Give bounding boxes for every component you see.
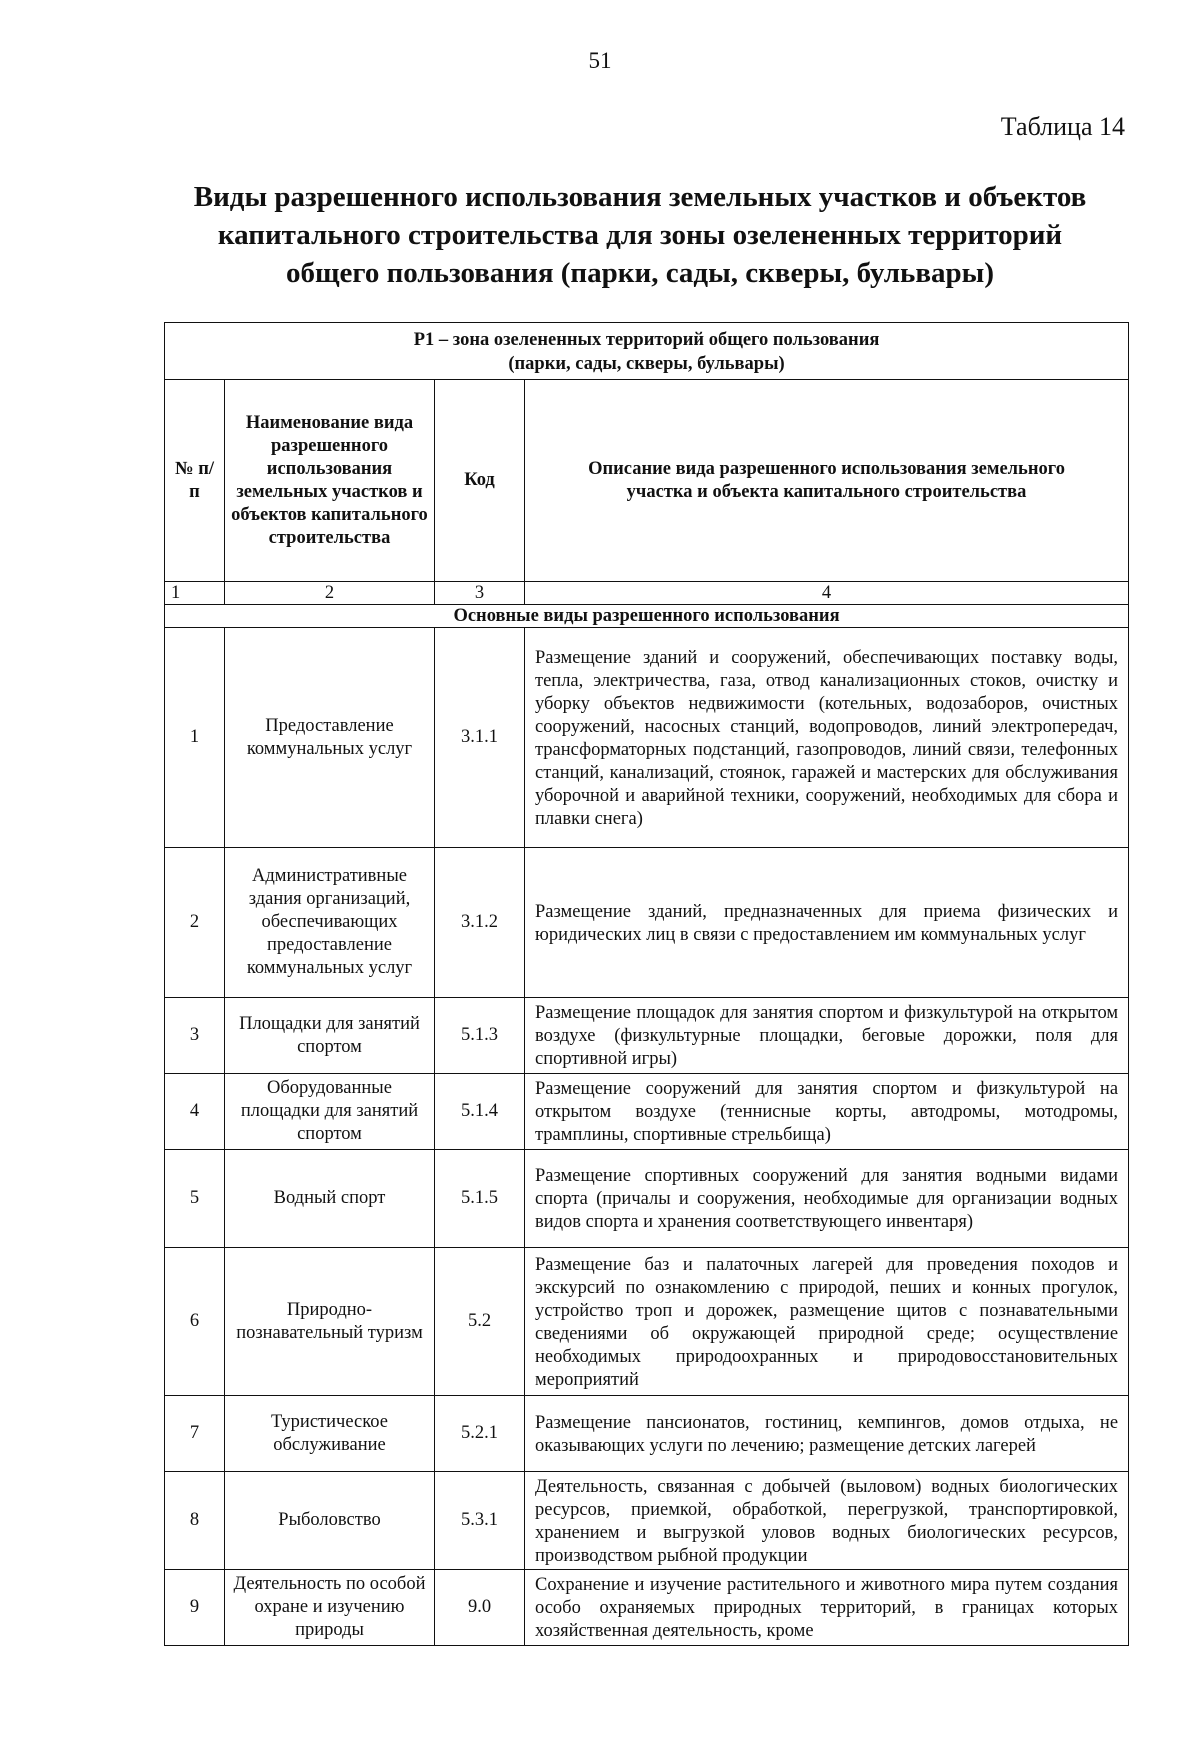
table-row [165,628,1129,848]
table-row [165,1150,1129,1248]
header-code: Код [435,380,525,582]
row-description: Размещение сооружений для занятия спортом и физкультурой на открытом воздухе (теннисные корты, автодромы, мотодромы, трамплины, спортивные стрельбища) [525,1074,1129,1150]
title-line: капитального строительства для зоны озелененных территорий [217,219,1063,251]
page-number: 51 [588,48,612,73]
row-number: 8 [165,1472,225,1570]
land-use-table [164,322,1129,1646]
document-title [160,178,1120,292]
row-name: Природно-познавательный туризм [225,1248,435,1396]
title-line: Виды разрешенного использования земельных участков и объектов [193,181,1087,213]
zone-header-line: Р1 – зона озелененных территорий общего пользования [413,330,880,350]
row-description: Деятельность, связанная с добычей (выловом) водных биологических ресурсов, приемкой, обработкой, перегрузкой, транспортировкой, хранением и выгрузкой уловов водных биологических ресурсов, производством рыбной продукции [525,1472,1129,1570]
table-row [165,1396,1129,1472]
table-row [165,1570,1129,1646]
row-name: Оборудованные площадки для занятий спортом [225,1074,435,1150]
column-number-row [165,582,1129,605]
row-description: Размещение зданий и сооружений, обеспечивающих поставку воды, тепла, электричества, газа, отвод канализационных стоков, очистку и уборку объектов недвижимости (котельных, водозаборов, очистных сооружений, насосных станций, водопроводов, линий электропередач, трансформаторных подстанций, газопроводов, линий связи, телефонных станций, канализаций, стоянок, гаражей и мастерских для обслуживания уборочной и аварийной техники, сооружений, необходимых для сбора и плавки снега) [525,628,1129,848]
row-name: Деятельность по особой охране и изучению природы [225,1570,435,1646]
header-name: Наименование вида разрешенного использования земельных участков и объектов капитального строительства [225,380,435,582]
row-number: 2 [165,848,225,998]
column-number: 2 [225,582,435,605]
row-number: 1 [165,628,225,848]
title-line: общего пользования (парки, сады, скверы, бульвары) [286,257,994,289]
row-number: 6 [165,1248,225,1396]
row-name: Водный спорт [225,1150,435,1248]
row-code: 3.1.1 [435,628,525,848]
zone-header-line: (парки, сады, скверы, бульвары) [508,354,785,374]
column-header-row [165,380,1129,582]
row-number: 9 [165,1570,225,1646]
row-code: 5.2.1 [435,1396,525,1472]
row-name: Туристическое обслуживание [225,1396,435,1472]
table-row [165,1248,1129,1396]
row-name: Предоставление коммунальных услуг [225,628,435,848]
row-description: Размещение зданий, предназначенных для приема физических и юридических лиц в связи с предоставлением им коммунальных услуг [525,848,1129,998]
row-description: Размещение спортивных сооружений для занятия водными видами спорта (причалы и сооружения, необходимые для организации водных видов спорта и хранения соответствующего инвентаря) [525,1150,1129,1248]
row-number: 7 [165,1396,225,1472]
section-row [165,605,1129,628]
zone-header-row [165,323,1129,380]
column-number: 3 [435,582,525,605]
row-description: Размещение баз и палаточных лагерей для проведения походов и экскурсий по ознакомлению с природой, пеших и конных прогулок, устройство троп и дорожек, размещение щитов с познавательными сведениями об окружающей природной среде; осуществление необходимых природоохранных и природовосстановительных мероприятий [525,1248,1129,1396]
row-number: 4 [165,1074,225,1150]
table-label: Таблица 14 [1000,112,1125,141]
section-title: Основные виды разрешенного использования [165,605,1129,628]
table-row [165,998,1129,1074]
row-code: 5.3.1 [435,1472,525,1570]
zone-header [165,323,1129,380]
row-number: 3 [165,998,225,1074]
row-code: 5.1.4 [435,1074,525,1150]
row-description: Сохранение и изучение растительного и животного мира путем создания особо охраняемых природных территорий, в границах которых хозяйственная деятельность, кроме [525,1570,1129,1646]
row-code: 9.0 [435,1570,525,1646]
header-description: Описание вида разрешенного использования земельного участка и объекта капитального строительства [525,380,1129,582]
column-number: 1 [165,582,225,605]
row-description: Размещение пансионатов, гостиниц, кемпингов, домов отдыха, не оказывающих услуги по лечению; размещение детских лагерей [525,1396,1129,1472]
row-description: Размещение площадок для занятия спортом и физкультурой на открытом воздухе (физкультурные площадки, беговые дорожки, поля для спортивной игры) [525,998,1129,1074]
column-number: 4 [525,582,1129,605]
row-name: Площадки для занятий спортом [225,998,435,1074]
row-code: 5.1.3 [435,998,525,1074]
row-name: Рыболовство [225,1472,435,1570]
table-row [165,1074,1129,1150]
header-number: № п/п [165,380,225,582]
row-number: 5 [165,1150,225,1248]
table-row [165,1472,1129,1570]
row-code: 3.1.2 [435,848,525,998]
row-code: 5.1.5 [435,1150,525,1248]
row-code: 5.2 [435,1248,525,1396]
row-name: Административные здания организаций, обеспечивающих предоставление коммунальных услуг [225,848,435,998]
table-row [165,848,1129,998]
